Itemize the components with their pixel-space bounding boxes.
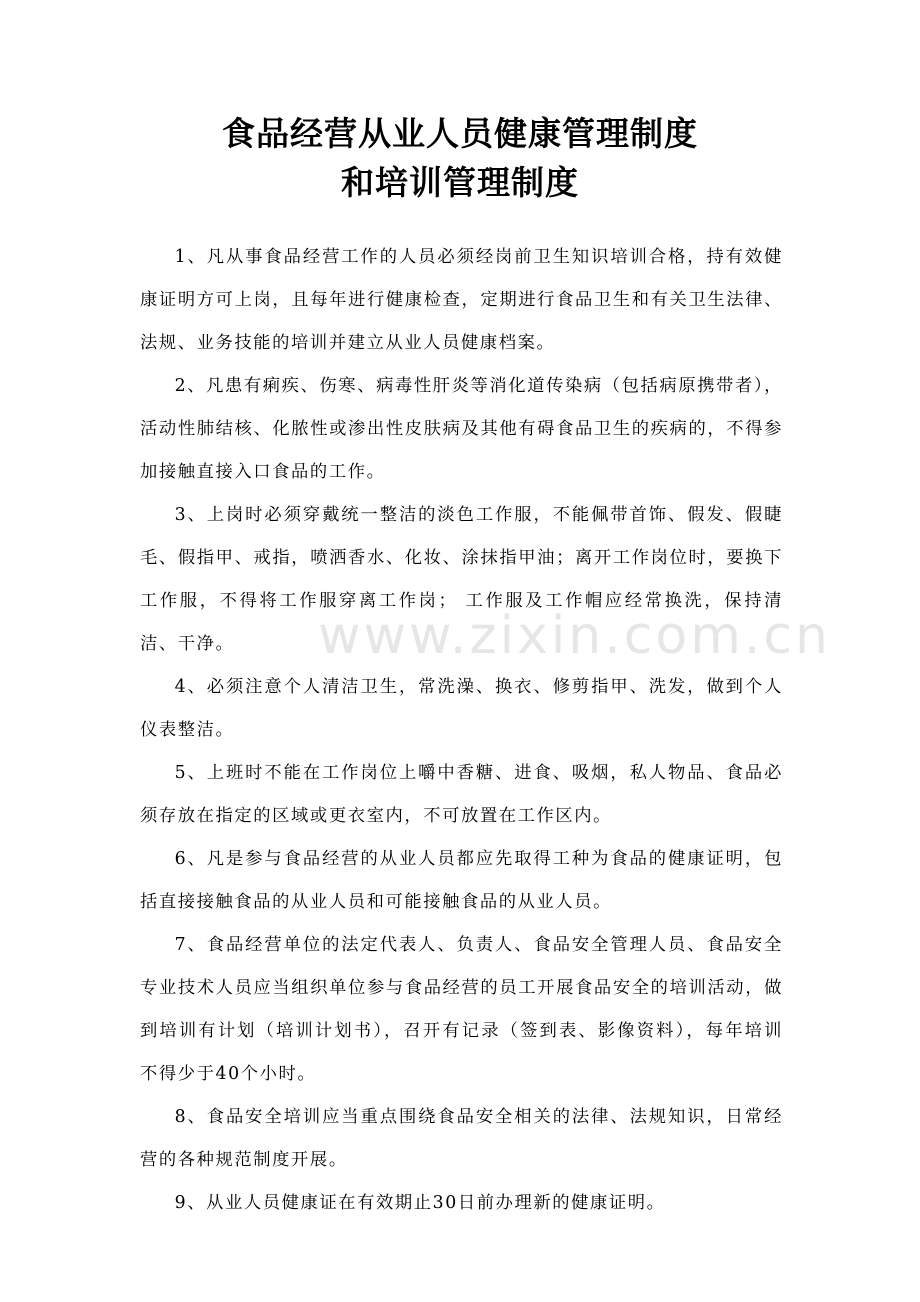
- document-title-line-1: 食品经营从业人员健康管理制度: [222, 114, 698, 153]
- document-title-line-2: 和培训管理制度: [341, 163, 579, 202]
- watermark: www.zixin.com.cn: [318, 606, 831, 666]
- paragraph-3: 3、上岗时必须穿戴统一整洁的淡色工作服，不能佩带首饰、假发、假睫毛、假指甲、戒指，喷洒香水、化妆、涂抹指甲油；离开工作岗位时，要换下工作服，不得将工作服穿离工作岗； 工作服及工作帽应经常换洗，保持清洁、干净。: [140, 505, 783, 654]
- document-body: [140, 236, 783, 1225]
- paragraph-5: 5、上班时不能在工作岗位上嚼中香糖、进食、吸烟，私人物品、食品必须存放在指定的区域或更衣室内，不可放置在工作区内。: [140, 763, 783, 826]
- paragraph-2: 2、凡患有痢疾、伤寒、病毒性肝炎等消化道传染病（包括病原携带者），活动性肺结核、化脓性或渗出性皮肤病及其他有碍食品卫生的疾病的，不得参加接触直接入口食品的工作。: [140, 376, 783, 482]
- paragraph-6: 6、凡是参与食品经营的从业人员都应先取得工种为食品的健康证明，包括直接接触食品的从业人员和可能接触食品的从业人员。: [140, 849, 783, 912]
- paragraph-4: 4、必须注意个人清洁卫生，常洗澡、换衣、修剪指甲、洗发，做到个人仪表整洁。: [140, 677, 783, 740]
- paragraph-9: 9、从业人员健康证在有效期止30日前办理新的健康证明。: [174, 1193, 666, 1213]
- paragraph-7: 7、食品经营单位的法定代表人、负责人、食品安全管理人员、食品安全专业技术人员应当组织单位参与食品经营的员工开展食品安全的培训活动，做到培训有计划（培训计划书），召开有记录（签到表、影像资料），每年培训不得少于40个小时。: [140, 935, 783, 1084]
- paragraph-1: 1、凡从事食品经营工作的人员必须经岗前卫生知识培训合格，持有效健康证明方可上岗，且每年进行健康检查，定期进行食品卫生和有关卫生法律、法规、业务技能的培训并建立从业人员健康档案。: [140, 247, 783, 353]
- paragraph-8: 8、食品安全培训应当重点围绕食品安全相关的法律、法规知识，日常经营的各种规范制度开展。: [140, 1107, 783, 1170]
